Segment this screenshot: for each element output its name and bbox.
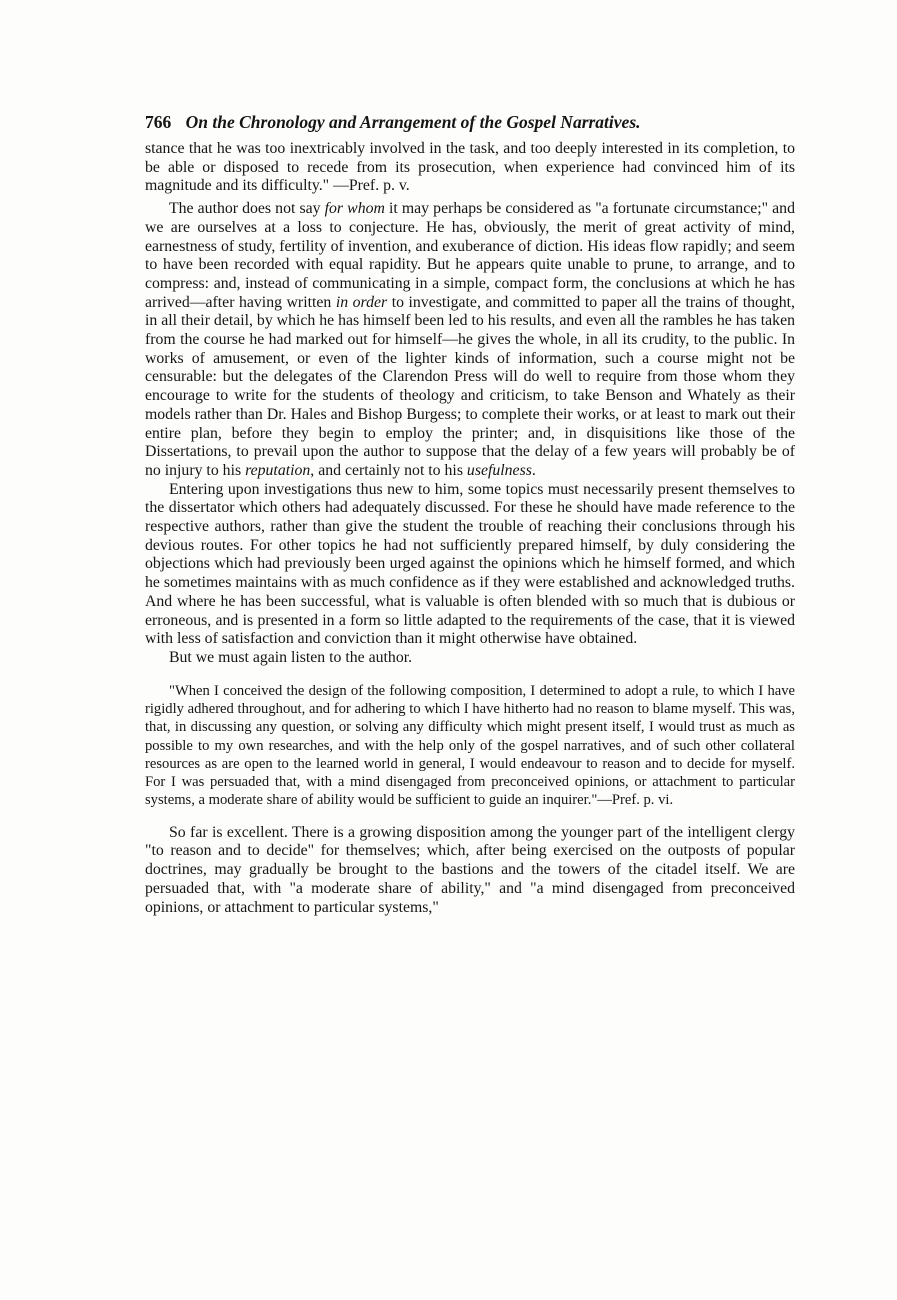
paragraph-continuation: stance that he was too inextricably involved in the task, and too deeply interested in its completion, to be able or disposed to recede from its prosecution, when experience had convinced him of its magnitude and its difficulty." —Pref. p. v. [145, 140, 795, 195]
paragraph-so-far: So far is excellent. There is a growing disposition among the younger part of the intelligent clergy "to reason and to decide" for themselves; which, after being exercised on the outposts of popular doctrines, may gradually be brought to the bastions and the towers of the citadel itself. We are persuaded that, with "a moderate share of ability," and "a mind disengaged from preconceived opinions, or attachment to particular systems," [145, 823, 795, 916]
italic-phrase: in order [335, 293, 388, 311]
italic-phrase: for whom [324, 200, 385, 218]
paragraph-critique [145, 200, 795, 481]
running-header [145, 110, 795, 134]
text-run: to investigate, and committed to paper all the trains of thought, in all their detail, by which he has himself been led to his results, and even all the rambles he has taken from the course he had marked out for himself—he gives the whole, in all its crudity, to the public. In works of amusement, or even of the lighter kinds of information, such a course might not be censurable: but the delegates of the Clarendon Press will do well to require from those whom they encourage to write for the students of theology and criticism, to take Benson and Whately as their models rather than Dr. Hales and Bishop Burgess; to complete their works, or at least to mark out their entire plan, before they begin to employ the printer; and, in disquisitions like those of the Dissertations, to prevail upon the author to suppose that the delay of a few years will probably be of no injury to his [145, 293, 795, 479]
italic-phrase: reputation [245, 461, 311, 479]
page-number: 766 [145, 112, 172, 132]
running-title: On the Chronology and Arrangement of the Gospel Narratives. [185, 112, 641, 132]
text-run: . [531, 461, 536, 479]
block-quote-preface: "When I conceived the design of the following composition, I determined to adopt a rule, to which I have rigidly adhered throughout, and for adhering to which I have hitherto had no reason to blame myself. This was, that, in discussing any question, or solving any difficulty which might present itself, I would trust as much as possible to my own researches, and with the help only of the gospel narratives, and of such other collateral resources as are open to the learned world in general, I would endeavour to reason and to decide for myself. For I was persuaded that, with a mind disengaged from preconceived opinions, or attachment to particular systems, a moderate share of ability would be sufficient to guide an inquirer."—Pref. p. vi. [145, 682, 795, 809]
paragraph-investigations: Entering upon investigations thus new to him, some topics must necessarily present themselves to the dissertator which others had adequately discussed. For these he should have made reference to the respective authors, rather than give the student the trouble of reaching their conclusions through his devious routes. For other topics he had not sufficiently prepared himself, by duly considering the objections which had previously been urged against the opinions which he himself formed, and which he sometimes maintains with as much confidence as if they were established and acknowledged truths. And where he has been successful, what is valuable is often blended with so much that is dubious or erroneous, and is presented in a form so little adapted to the requirements of the case, that it is viewed with less of satisfaction and conviction than it might otherwise have obtained. [145, 480, 795, 648]
text-run: it may perhaps be considered as "a fortunate circumstance;" and we are ourselves at a loss to conjecture. He has, obviously, the merit of great activity of mind, earnestness of study, fertility of invention, and exuberance of diction. His ideas flow rapidly; and seem to have been recorded with equal rapidity. But he appears quite unable to prune, to arrange, and to compress: and, instead of communicating in a simple, compact form, the conclusions at which he has arrived—after having written [145, 200, 795, 311]
text-run: The author does not say [169, 200, 325, 218]
paragraph-transition: But we must again listen to the author. [169, 648, 413, 666]
article-body [145, 140, 795, 917]
italic-phrase: usefulness [466, 461, 532, 479]
text-run: , and certainly not to his [310, 461, 467, 479]
